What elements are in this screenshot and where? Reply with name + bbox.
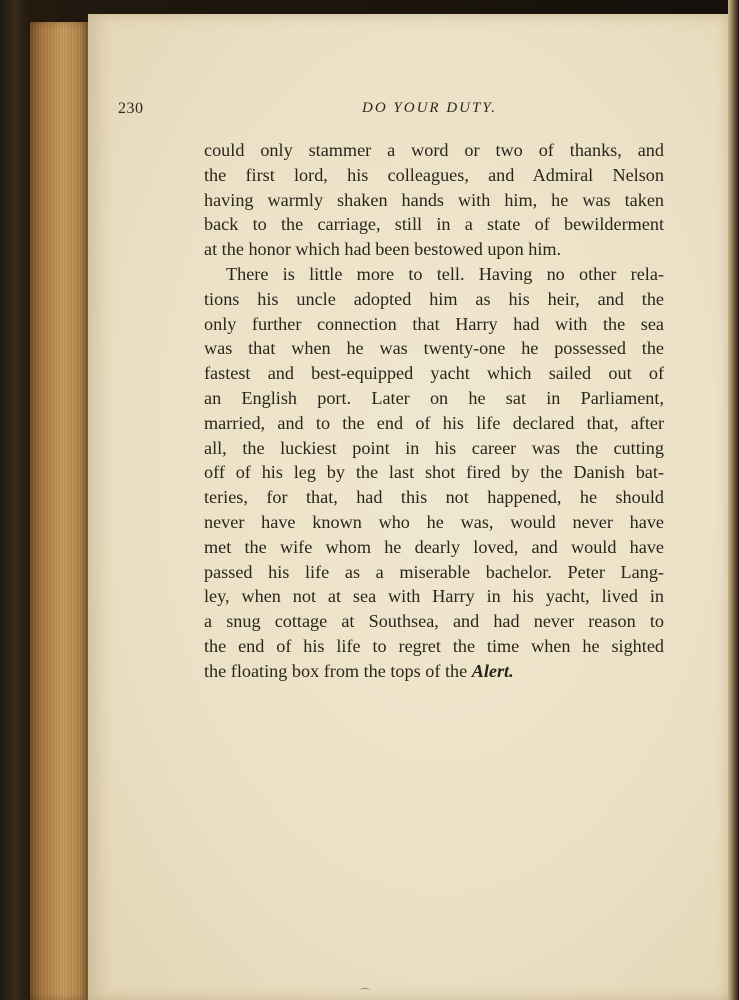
running-head bbox=[118, 98, 588, 122]
text-line: a snug cottage at Southsea, and had never reason to bbox=[204, 611, 664, 632]
text-line: an English port. Later on he sat in Parliament, bbox=[204, 387, 664, 408]
text-line: There is little more to tell. Having no other rela- bbox=[226, 263, 664, 284]
final-text-line bbox=[204, 659, 664, 684]
page-bottom-mark bbox=[360, 985, 388, 993]
page-number: 230 bbox=[118, 100, 144, 117]
text-line: passed his life as a miserable bachelor. Peter Lang- bbox=[204, 561, 664, 582]
right-page-edge bbox=[728, 0, 739, 1000]
text-line: tions his uncle adopted him as his heir, and the bbox=[204, 288, 664, 309]
body-text bbox=[204, 138, 664, 684]
text-line: the first lord, his colleagues, and Admiral Nelson bbox=[204, 164, 664, 185]
text-line: married, and to the end of his life declared that, after bbox=[204, 412, 664, 433]
text-line: was that when he was twenty-one he possessed the bbox=[204, 338, 664, 359]
text-line: teries, for that, had this not happened, he should bbox=[204, 487, 664, 508]
text-line: could only stammer a word or two of thanks, and bbox=[204, 140, 664, 160]
text-line: off of his leg by the last shot fired by the Danish bat- bbox=[204, 462, 664, 483]
book-page-edges bbox=[30, 22, 90, 1000]
text-line: all, the luckiest point in his career was the cutting bbox=[204, 437, 664, 458]
text-line: fastest and best-equipped yacht which sailed out of bbox=[204, 363, 664, 384]
ship-name: Alert. bbox=[471, 660, 514, 681]
text-line: having warmly shaken hands with him, he was taken bbox=[204, 189, 664, 210]
text-line: the end of his life to regret the time when he sighted bbox=[204, 635, 664, 656]
text-line: at the honor which had been bestowed upon him. bbox=[204, 239, 562, 260]
text-line: never have known who he was, would never have bbox=[204, 511, 664, 532]
text-line: ley, when not at sea with Harry in his yacht, lived in bbox=[204, 586, 664, 607]
final-line-text: the floating box from the tops of the bbox=[204, 660, 472, 681]
text-line: only further connection that Harry had with the sea bbox=[204, 313, 664, 334]
running-title: DO YOUR DUTY. bbox=[362, 100, 498, 116]
text-line: back to the carriage, still in a state of bewilderment bbox=[204, 214, 664, 235]
text-line: met the wife whom he dearly loved, and would have bbox=[204, 536, 664, 557]
